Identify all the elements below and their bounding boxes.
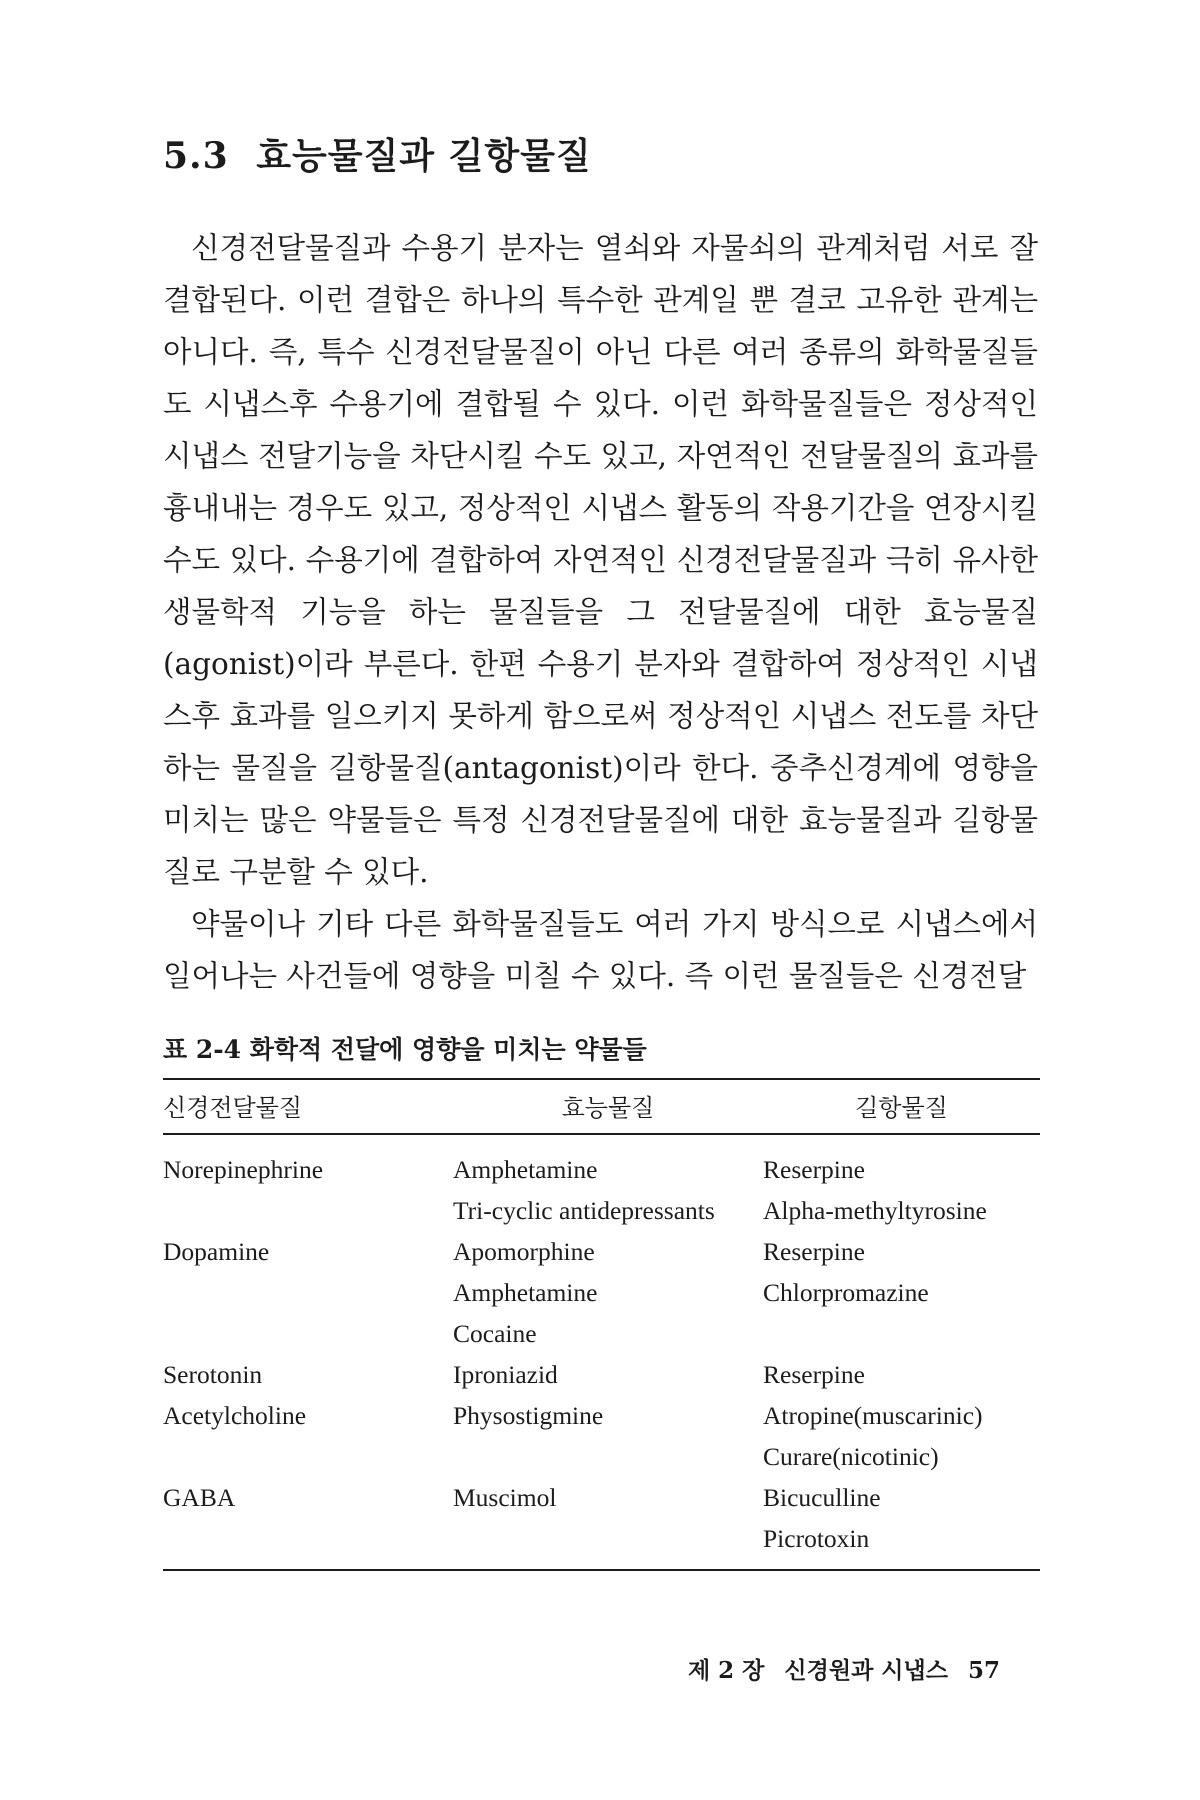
cell-agonist: [453, 1436, 763, 1477]
cell-neurotransmitter: GABA: [163, 1483, 236, 1512]
cell-neurotransmitter: Acetylcholine: [163, 1401, 307, 1430]
header-neurotransmitter: 신경전달물질: [163, 1079, 453, 1134]
cell-neurotransmitter: [163, 1190, 453, 1231]
table-caption: 표 2-4 화학적 전달에 영향을 미치는 약물들: [163, 1035, 647, 1064]
table-row: [163, 1436, 1040, 1477]
section-heading: [163, 128, 592, 179]
cell-agonist: Physostigmine: [453, 1401, 604, 1430]
cell-neurotransmitter: [163, 1313, 453, 1354]
cell-neurotransmitter: [163, 1518, 453, 1570]
cell-antagonist: Reserpine: [763, 1360, 865, 1389]
table-row: [163, 1272, 1040, 1313]
page-number: 57: [967, 1657, 1000, 1684]
cell-agonist: Amphetamine: [453, 1278, 598, 1307]
footer-chapter-title: 신경원과 시냅스: [784, 1657, 948, 1684]
cell-agonist: Cocaine: [453, 1319, 537, 1348]
cell-antagonist: [763, 1313, 1040, 1354]
table-row: [163, 1477, 1040, 1518]
cell-agonist: Apomorphine: [453, 1237, 595, 1266]
table-row: [163, 1395, 1040, 1436]
cell-antagonist: Reserpine: [763, 1155, 865, 1184]
cell-neurotransmitter: Norepinephrine: [163, 1155, 324, 1184]
cell-antagonist: Bicuculline: [763, 1483, 881, 1512]
cell-antagonist: Reserpine: [763, 1237, 865, 1266]
cell-neurotransmitter: Dopamine: [163, 1237, 270, 1266]
cell-antagonist: Alpha-methyltyrosine: [763, 1196, 987, 1225]
table-row: [163, 1354, 1040, 1395]
cell-neurotransmitter: Serotonin: [163, 1360, 263, 1389]
table-row: [163, 1313, 1040, 1354]
table-row: [163, 1518, 1040, 1570]
page-footer: [676, 1652, 1000, 1685]
cell-antagonist: Picrotoxin: [763, 1518, 1040, 1570]
cell-agonist: Muscimol: [453, 1483, 557, 1512]
drug-table: [163, 1078, 1040, 1571]
cell-neurotransmitter: [163, 1272, 453, 1313]
cell-antagonist: Atropine(muscarinic): [763, 1401, 983, 1430]
cell-antagonist: Chlorpromazine: [763, 1278, 929, 1307]
paragraph-1: 신경전달물질과 수용기 분자는 열쇠와 자물쇠의 관계처럼 서로 잘 결합된다. 이런 결합은 하나의 특수한 관계일 뿐 결코 고유한 관계는 아니다. 즉, 특수 신경전달물질이 아닌 다른 여러 종류의 화학물질들도 시냅스후 수용기에 결합될 수 있다. 이런 화학물질들은 정상적인 시냅스 전달기능을 차단시킬 수도 있고, 자연적인 전달물질의 효과를 흉내내는 경우도 있고, 정상적인 시냅스 활동의 작용기간을 연장시킬 수도 있다. 수용기에 결합하여 자연적인 신경전달물질과 극히 유사한 생물학적 기능을 하는 물질들을 그 전달물질에 대한 효능물질(agonist)이라 부른다. 한편 수용기 분자와 결합하여 정상적인 시냅스후 효과를 일으키지 못하게 함으로써 정상적인 시냅스 전도를 차단하는 물질을 길항물질(antagonist)이라 한다. 중추신경계에 영향을 미치는 많은 약물들은 특정 신경전달물질에 대한 효능물질과 길항물질로 구분할 수 있다.: [163, 231, 1038, 889]
header-agonist: 효능물질: [453, 1079, 763, 1134]
body-text: [163, 222, 1038, 1002]
cell-agonist: Iproniazid: [453, 1360, 558, 1389]
paragraph-2: 약물이나 기타 다른 화학물질들도 여러 가지 방식으로 시냅스에서 일어나는 사건들에 영향을 미칠 수 있다. 즉 이런 물질들은 신경전달: [163, 907, 1038, 993]
cell-antagonist: Curare(nicotinic): [763, 1442, 939, 1471]
cell-agonist: [453, 1518, 763, 1570]
cell-agonist: Amphetamine: [453, 1155, 598, 1184]
table-row: [163, 1231, 1040, 1272]
header-antagonist: 길항물질: [763, 1079, 1040, 1134]
section-title-text: 효능물질과 길항물질: [256, 135, 592, 177]
table-row: [163, 1134, 1040, 1190]
table-header-row: [163, 1079, 1040, 1134]
cell-neurotransmitter: [163, 1436, 453, 1477]
table-row: [163, 1190, 1040, 1231]
cell-agonist: Tri-cyclic antidepressants: [453, 1196, 715, 1225]
section-number: 5.3: [163, 135, 229, 177]
footer-chapter: 제 2 장: [687, 1657, 765, 1684]
